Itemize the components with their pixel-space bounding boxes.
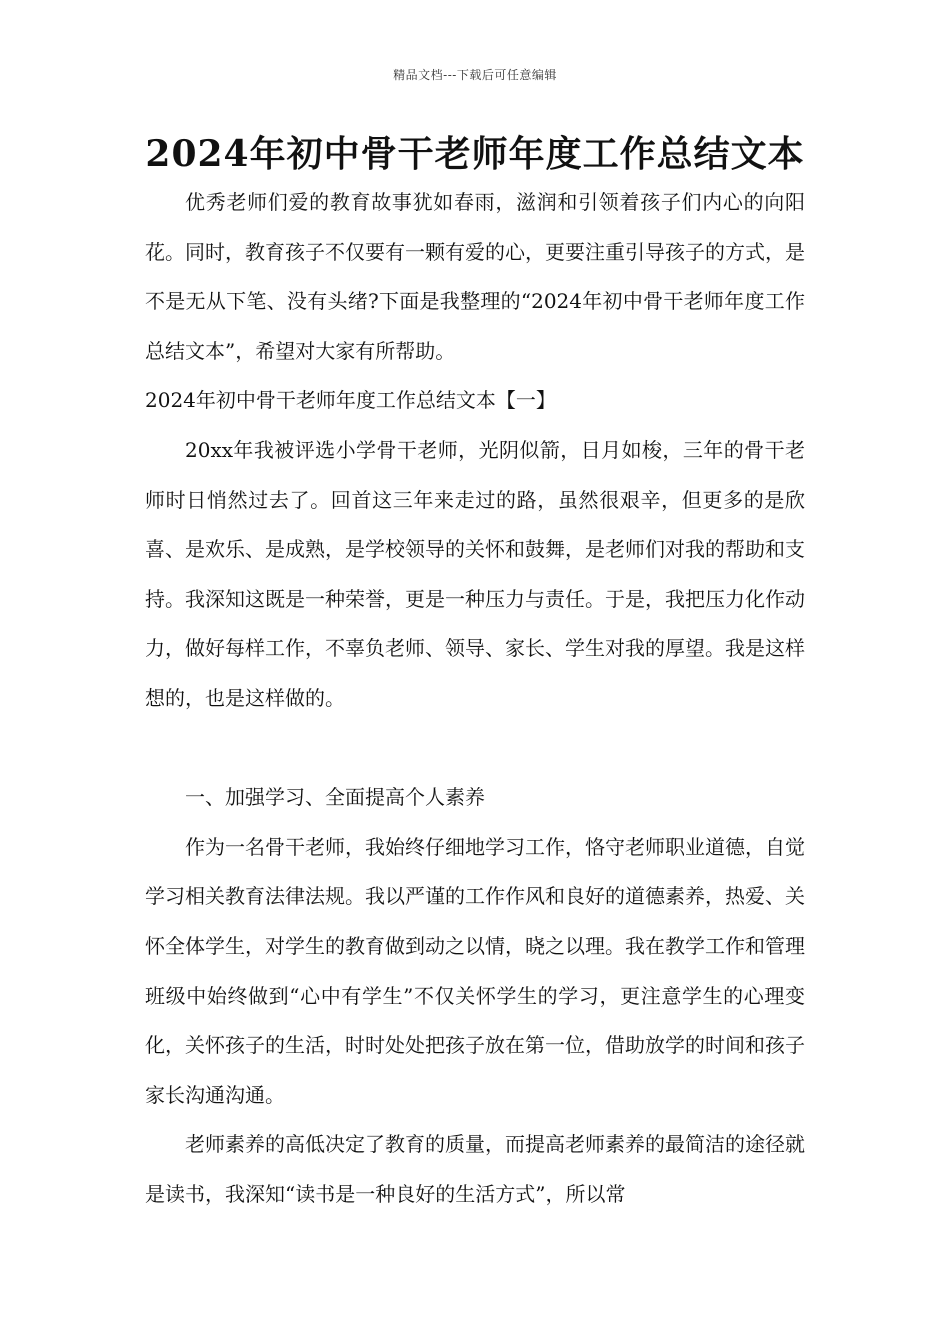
intro-paragraph: 优秀老师们爱的教育故事犹如春雨，滋润和引领着孩子们内心的向阳花。同时，教育孩子不仅要有一颗有爱的心，更要注重引导孩子的方式，是不是无从下笔、没有头绪?下面是我整理的“2024年初中骨干老师年度工作总结文本”，希望对大家有所帮助。 xyxy=(145,190,805,363)
paragraph-1: 20xx年我被评选小学骨干老师，光阴似箭，日月如梭，三年的骨干老师时日悄然过去了。回首这三年来走过的路，虽然很艰辛，但更多的是欣喜、是欢乐、是成熟，是学校领导的关怀和鼓舞，是老师们对我的帮助和支持。我深知这既是一种荣誉，更是一种压力与责任。于是，我把压力化作动力，做好每样工作，不辜负老师、领导、家长、学生对我的厚望。我是这样想的，也是这样做的。 xyxy=(145,437,805,710)
document-title: 2024年初中骨干老师年度工作总结文本 xyxy=(145,133,805,175)
heading-1: 一、加强学习、全面提高个人素养 xyxy=(185,785,485,810)
document-body xyxy=(145,178,805,1219)
paragraph-2: 作为一名骨干老师，我始终仔细地学习工作，恪守老师职业道德，自觉学习相关教育法律法规。我以严谨的工作作风和良好的道德素养，热爱、关怀全体学生，对学生的教育做到动之以情，晓之以理。我在教学工作和管理班级中始终做到“心中有学生”不仅关怀学生的学习，更注意学生的心理变化，关怀孩子的生活，时时处处把孩子放在第一位，借助放学的时间和孩子家长沟通沟通。 xyxy=(145,834,805,1107)
section-one-title: 2024年初中骨干老师年度工作总结文本【一】 xyxy=(145,388,556,413)
paragraph-gap xyxy=(145,724,805,774)
paragraph-3: 老师素养的高低决定了教育的质量，而提高老师素养的最简洁的途径就是读书，我深知“读书是一种良好的生活方式”，所以常 xyxy=(145,1132,805,1206)
header-note: 精品文档---下载后可任意编辑 xyxy=(393,68,557,82)
